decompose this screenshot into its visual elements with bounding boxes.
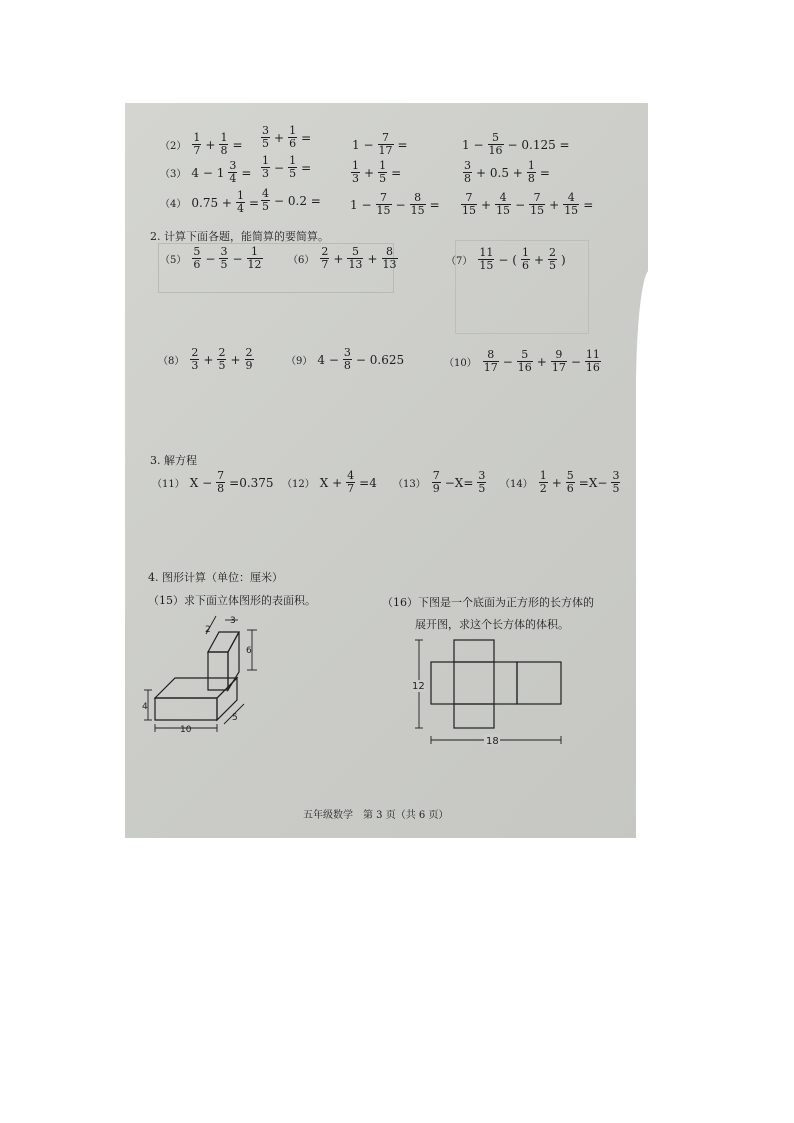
- problem-9: （9） 4 − $\frac{3}{8}$ − 0.625: [286, 346, 405, 372]
- problem-3a: （3） 4 − 1 $\frac{3}{4}$ =: [160, 159, 252, 185]
- problem-4b: $\frac{4}{5}$ − 0.2 =: [262, 187, 321, 213]
- problem-label: （6）: [288, 255, 315, 266]
- problem-3b: $\frac{1}{3}$ − $\frac{1}{5}$ =: [262, 154, 312, 180]
- problem-label: （7）: [446, 256, 473, 267]
- section-4-heading: 4. 图形计算（单位：厘米）: [148, 571, 283, 584]
- problem-4a: （4） 0.75 + $\frac{1}{4}$ =: [160, 189, 260, 215]
- problem-2a: （2） $\frac{1}{7}$ + $\frac{1}{8}$ =: [160, 131, 243, 157]
- problem-4d: $\frac{7}{15}$ + $\frac{4}{15}$ − $\frac{7}{15}$ + $\frac{4}{15}$ =: [462, 191, 594, 217]
- problem-label: （8）: [158, 356, 185, 367]
- problem-label: （3）: [160, 169, 187, 180]
- dim-label: 10: [180, 725, 192, 735]
- problem-label: （11）: [152, 479, 185, 490]
- problem-label: （13）: [393, 479, 426, 490]
- problem-2b: $\frac{3}{5}$ + $\frac{1}{6}$ =: [262, 124, 312, 150]
- equation-11: （11） X − $\frac{7}{8}$ =0.375: [152, 469, 274, 495]
- dim-label: 18: [486, 736, 499, 747]
- problem-5: （5） $\frac{5}{6}$ − $\frac{3}{5}$ − $\frac{1}{12}$: [160, 245, 262, 271]
- net-figure-16: [405, 632, 575, 752]
- problem-15-prompt: [148, 592, 316, 608]
- problem-8: （8） $\frac{2}{3}$ + $\frac{2}{5}$ + $\frac{2}{9}$: [158, 346, 253, 372]
- problem-2c: 1 − $\frac{7}{17}$ =: [352, 131, 408, 157]
- problem-6: （6） $\frac{2}{7}$ + $\frac{5}{13}$ + $\frac{8}{13}$: [288, 245, 397, 271]
- equation-12: （12） X + $\frac{4}{7}$ =4: [282, 469, 377, 495]
- problem-label: （9）: [286, 356, 313, 367]
- problem-label: （16）: [382, 596, 418, 609]
- problem-3d: $\frac{3}{8}$ + 0.5 + $\frac{1}{8}$ =: [464, 159, 550, 185]
- problem-label: （5）: [160, 255, 187, 266]
- problem-label: （15）: [148, 594, 184, 607]
- equation-13: （13） $\frac{7}{9}$ −X= $\frac{3}{5}$: [393, 469, 486, 495]
- dim-label: 2: [205, 625, 211, 635]
- problem-16-prompt: [382, 594, 594, 610]
- problem-10: （10） $\frac{8}{17}$ − $\frac{5}{16}$ + $\frac{9}{17}$ − $\frac{11}{16}$: [444, 348, 600, 374]
- problem-4c: 1 − $\frac{7}{15}$ − $\frac{8}{15}$ =: [350, 191, 440, 217]
- paper-edge: [636, 270, 650, 840]
- page-footer: 五年级数学 第 3 页（共 6 页）: [303, 810, 449, 821]
- problem-text: 求下面立体图形的表面积。: [184, 594, 316, 607]
- dim-label: 4: [142, 702, 148, 712]
- problem-label: （2）: [160, 141, 187, 152]
- problem-label: （10）: [444, 358, 477, 369]
- dim-label: 5: [232, 713, 238, 723]
- problem-7: （7） $\frac{11}{15}$ − ( $\frac{1}{6}$ + $\frac{2}{5}$ ): [446, 246, 566, 272]
- problem-label: （4）: [160, 199, 187, 210]
- problem-2d: 1 − $\frac{5}{16}$ − 0.125 =: [462, 131, 570, 157]
- problem-label: （12）: [282, 479, 315, 490]
- dim-label: 3: [230, 616, 236, 626]
- solid-figure-15: [140, 610, 270, 740]
- equation-14: （14） $\frac{1}{2}$ + $\frac{5}{6}$ =X− $\frac{3}{5}$: [500, 469, 620, 495]
- problem-16-prompt-line2: 展开图，求这个长方体的体积。: [415, 618, 569, 631]
- section-3-heading: 3. 解方程: [150, 454, 197, 467]
- section-2-heading: 2. 计算下面各题，能简算的要简算。: [150, 230, 329, 243]
- dim-label: 6: [246, 646, 252, 656]
- dim-label: 12: [412, 681, 425, 692]
- problem-3c: $\frac{1}{3}$ + $\frac{1}{5}$ =: [352, 159, 402, 185]
- problem-label: （14）: [500, 479, 533, 490]
- problem-text: 下图是一个底面为正方形的长方体的: [418, 596, 594, 609]
